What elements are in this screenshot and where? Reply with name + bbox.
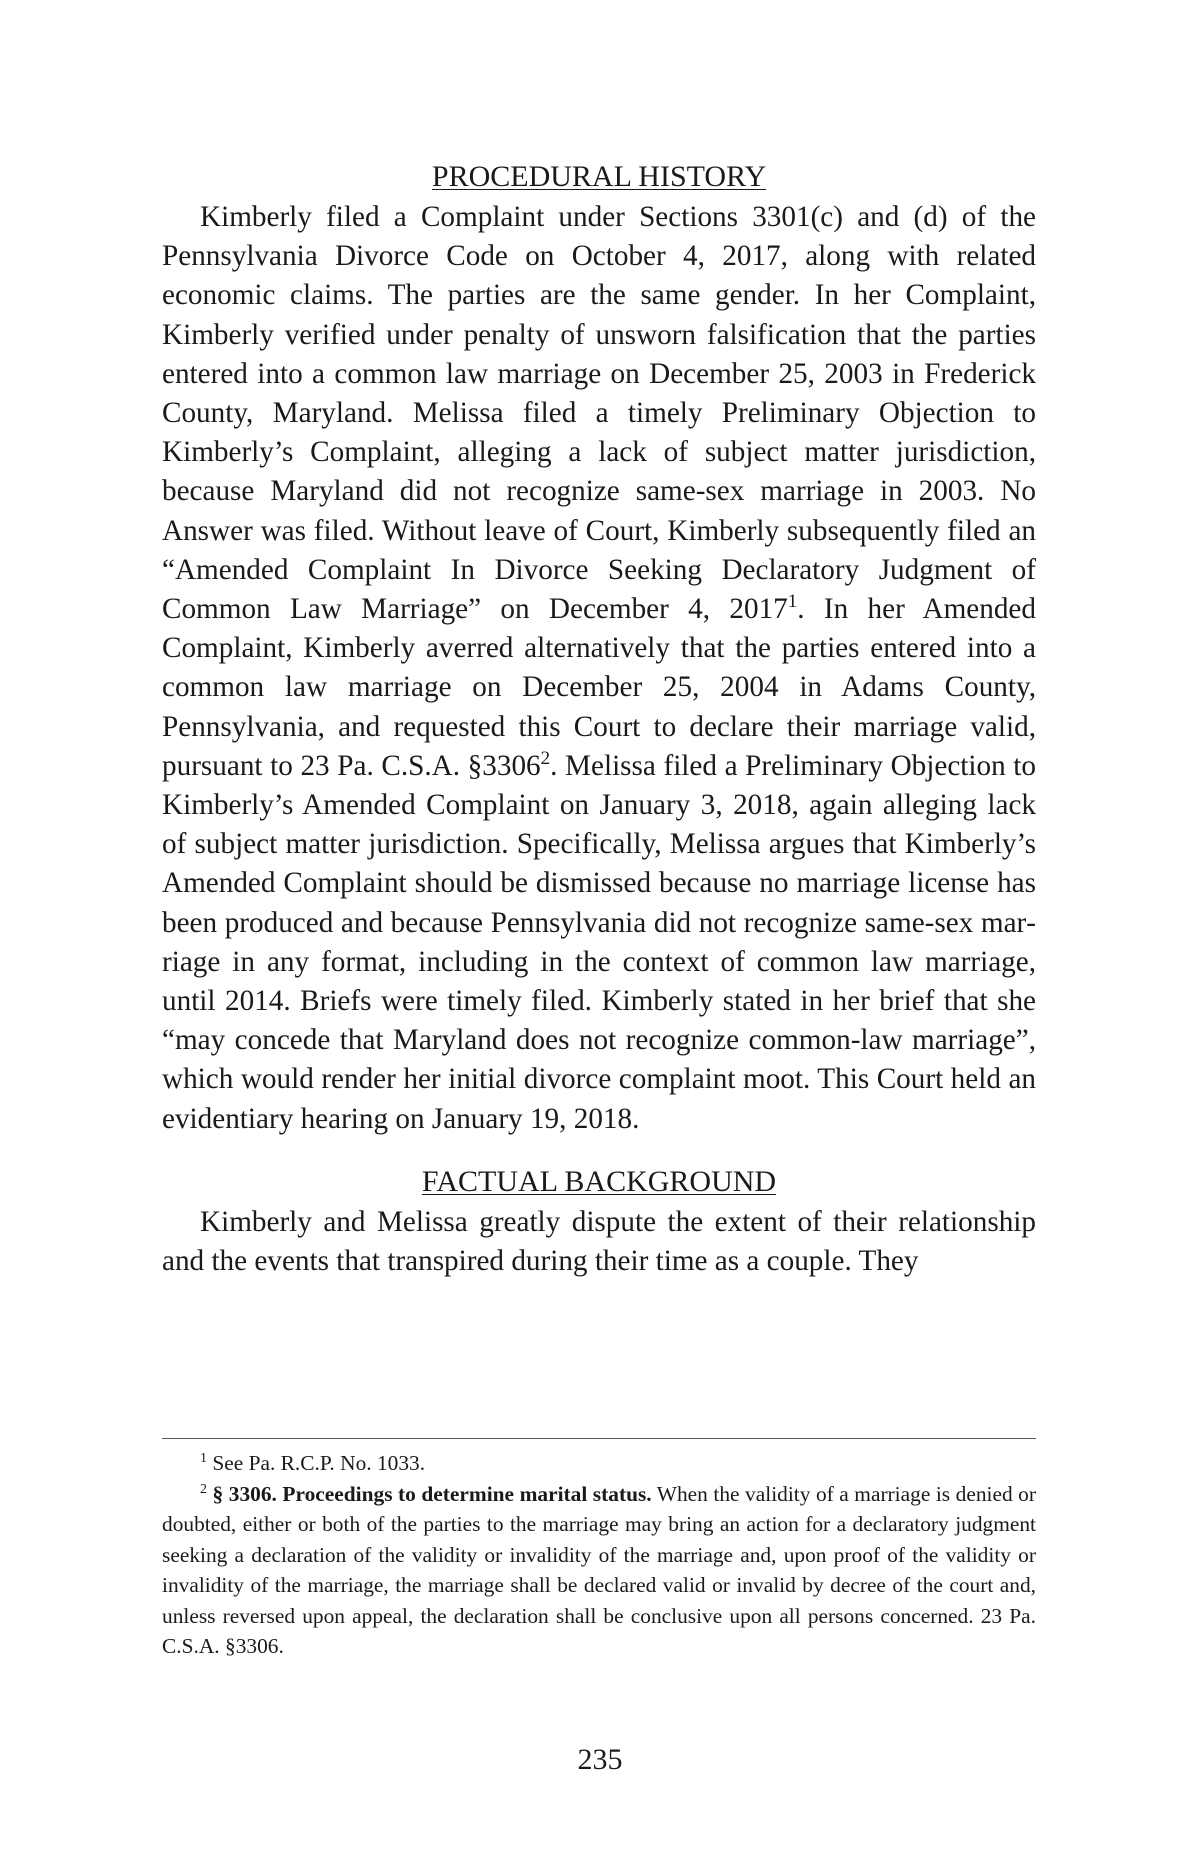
procedural-history-paragraph [162,198,1036,1139]
footnote-ref-1[interactable]: 1 [787,591,798,613]
factual-background-paragraph: Kimberly and Melissa greatly dispute the extent of their relationship and the events that transpired during their time as a couple. They [162,1205,1036,1278]
footnote-1-text: See Pa. R.C.P. No. 1033. [207,1451,426,1475]
procedural-history-text-part-3: . Melissa filed a Preliminary Objection to Kimberly’s Amended Complaint on January 3, 2018, again alleging lack of subject matter jurisdiction. Specifically, Melissa argues that Kimberly’s Amended Complaint should be dismissed because no marriage license has been produced and because Pennsylvania did not recognize same-sex marriage in any format, including in the context of common law marriage, until 2014. Briefs were timely filed. Kimberly stated in her brief that she “may concede that Maryland does not recognize common-law marriage”, which would render her initial divorce complaint moot. This Court held an evidentiary hearing on January 19, 2018. [162,749,1037,1135]
footnote-ref-2[interactable]: 2 [540,747,551,769]
procedural-history-text-part-1: Kimberly filed a Complaint under Sections 3301(c) and (d) of the Pennsylvania Divorce Code on October 4, 2017, along with related economic claims. The parties are the same gender. In her Complaint, Kimberly verified under penalty of unsworn falsification that the parties entered into a common law marriage on December 25, 2003 in Frederick County, Maryland. Melissa filed a timely Preliminary Objection to Kimberly’s Complaint, alleging a lack of subject matter jurisdiction, because Maryland did not recognize same-sex marriage in 2003. No Answer was filed. Without leave of Court, Kimberly subsequently filed an “Amended Complaint In Divorce Seeking Declaratory Judgment of Common Law Marriage” on December 4, 2017 [162,201,1036,626]
footnote-separator [162,1438,1036,1439]
footnotes [162,1448,1036,1662]
footnote-2-title: § 3306. Proceedings to determine marital status. [207,1481,652,1506]
footnote-1-marker: 1 [200,1451,207,1466]
procedural-history-heading: PROCEDURAL HISTORY [431,160,767,193]
footnote-2-text: When the validity of a marriage is denied or doubted, either or both of the parties to the marriage may bring an action for a declaratory judgment seeking a declaration of the validity or invalidity of the marriage and, upon proof of the validity or invalidity of the marriage, the marriage shall be declared valid or invalid by decree of the court and, unless reversed upon appeal, the declaration shall be conclusive upon all persons concerned. 23 Pa. C.S.A. §3306. [162,1481,1036,1658]
page-number: 235 [577,1743,623,1776]
footnote-2-marker: 2 [200,1481,207,1497]
page-body [162,158,1036,1281]
procedural-history-text-part-2: . In her Amended Complaint, Kimberly averred alternatively that the parties entered into a common law marriage on December 25, 2004 in Adams County, Pennsylvania, and requested this Court to declare their marriage valid, pursuant to 23 Pa. C.S.A. §3306 [162,593,1036,782]
factual-background-heading: FACTUAL BACKGROUND [421,1164,777,1198]
footnote-2 [162,1479,1036,1662]
footnote-1 [162,1448,1036,1479]
